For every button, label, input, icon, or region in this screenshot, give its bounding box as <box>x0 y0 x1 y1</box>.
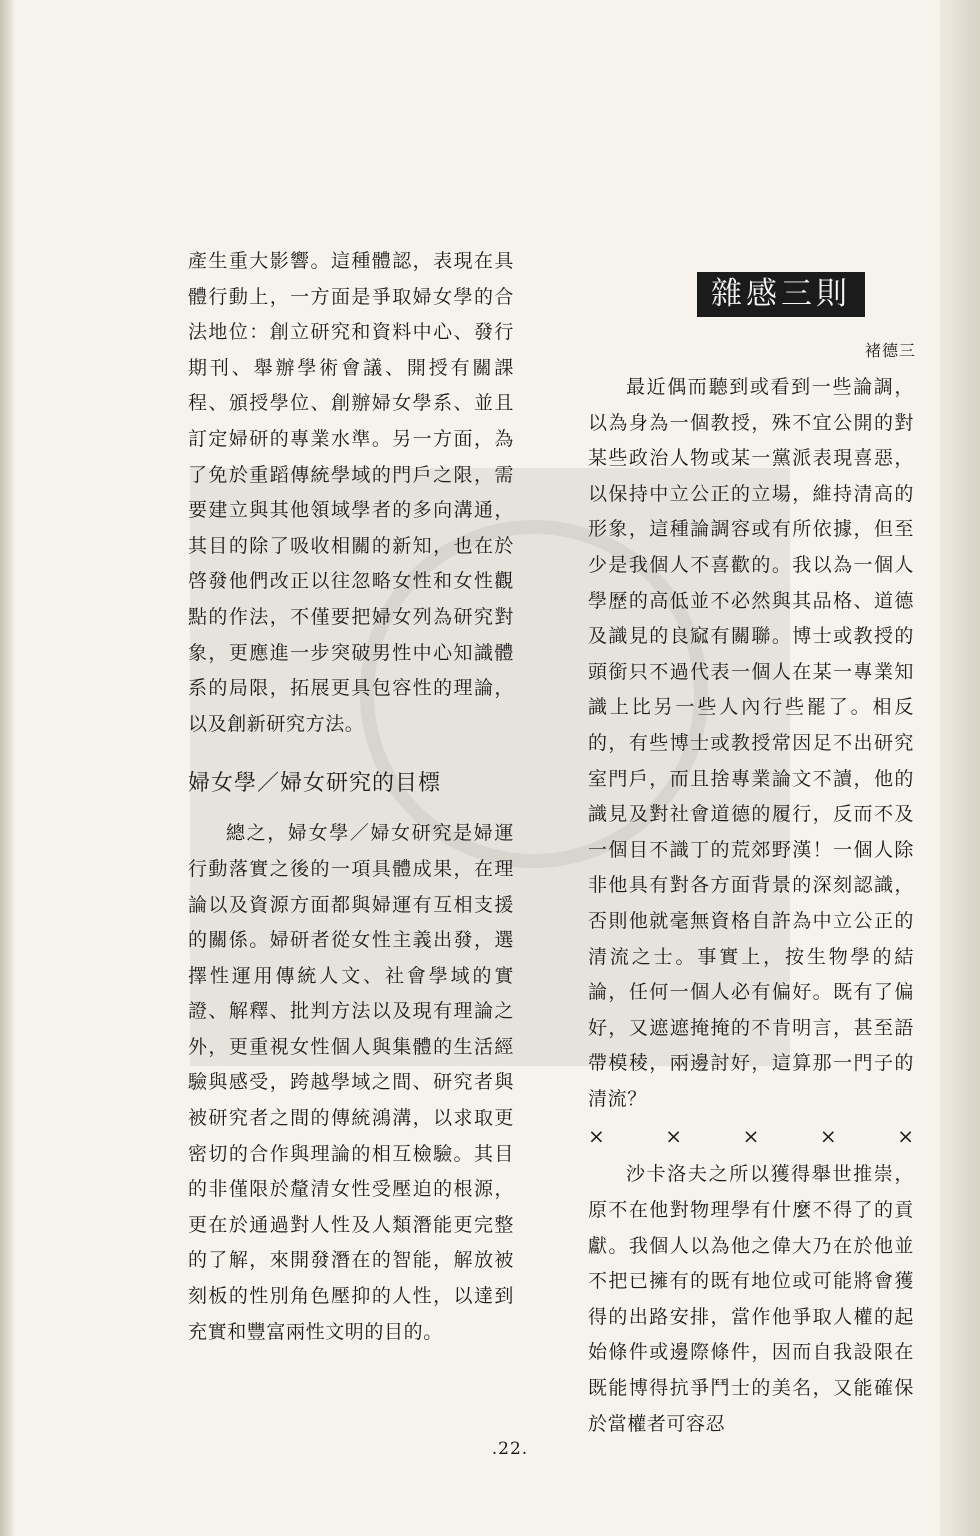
right-paragraph-1: 最近偶而聽到或看到一些論調，以為身為一個教授，殊不宜公開的對某些政治人物或某一黨派表現喜惡，以保持中立公正的立場，維持清高的形象，這種論調容或有所依據，但至少是我個人不喜歡的。我以為一個人學歷的高低並不必然與其品格、道德及識見的良窳有關聯。博士或教授的頭銜只不過代表一個人在某一專業知識上比另一些人內行些罷了。相反的，有些博士或教授常因足不出研究室門戶，而且捨專業論文不讀，他的識見及對社會道德的履行，反而不及一個目不識丁的荒郊野漢！一個人除非他具有對各方面背景的深刻認識，否則他就毫無資格自許為中立公正的清流之士。事實上，按生物學的結論，任何一個人必有偏好。既有了偏好，又遮遮掩掩的不肯明言，甚至語帶模稜，兩邊討好，這算那一門子的清流？ <box>588 376 914 1110</box>
page-edge-shadow-right <box>940 0 980 1536</box>
page-edge-shadow-left <box>0 0 14 1536</box>
article-author: 褚德三 <box>864 341 916 360</box>
article-title: 雜感三則 <box>697 272 865 317</box>
left-paragraph-1: 產生重大影響。這種體認，表現在具體行動上，一方面是爭取婦女學的合法地位：創立研究和資料中心、發行期刊、舉辦學術會議、開授有關課程、頒授學位、創辦婦女學系、並且訂定婦研的專業水準。另一方面，為了免於重蹈傳統學域的門戶之限，需要建立與其他領域學者的多向溝通，其目的除了吸收相關的新知，也在於啓發他們改正以往忽略女性和女性觀點的作法，不僅要把婦女列為研究對象，更應進一步突破男性中心知識體系的局限，拓展更具包容性的理論，以及創新研究方法。 <box>188 250 514 735</box>
right-paragraph-2: 沙卡洛夫之所以獲得舉世推崇，原不在他對物理學有什麼不得了的貢獻。我個人以為他之偉大乃在於他並不把已擁有的既有地位或可能將會獲得的出路安排，當作他爭取人權的起始條件或邊際條件，因而自我設限在既能博得抗爭鬥士的美名，又能確保於當權者可容忍 <box>588 1163 914 1435</box>
left-paragraph-2: 總之，婦女學／婦女研究是婦運行動落實之後的一項具體成果，在理論以及資源方面都與婦運有互相支援的關係。婦研者從女性主義出發，選擇性運用傳統人文、社會學域的實證、解釋、批判方法以及現有理論之外，更重視女性個人與集體的生活經驗與感受，跨越學域之間、研究者與被研究者之間的傳統鴻溝，以求取更密切的合作與理論的相互檢驗。其目的非僅限於釐清女性受壓迫的根源，更在於通過對人性及人類潛能更完整的了解，來開發潛在的智能，解放被刻板的性別角色壓抑的人性，以達到充實和豐富兩性文明的目的。 <box>188 822 514 1343</box>
section-heading: 婦女學／婦女研究的目標 <box>188 771 442 797</box>
divider-mark: × <box>742 1124 760 1149</box>
right-text-column <box>588 370 914 1442</box>
divider-mark: × <box>588 1124 605 1149</box>
divider-mark: × <box>897 1124 914 1149</box>
left-text-column <box>188 244 514 1350</box>
divider-mark: × <box>819 1124 837 1149</box>
divider-mark: × <box>665 1124 683 1149</box>
page-number: .22. <box>491 1439 529 1459</box>
section-divider <box>588 1119 914 1153</box>
